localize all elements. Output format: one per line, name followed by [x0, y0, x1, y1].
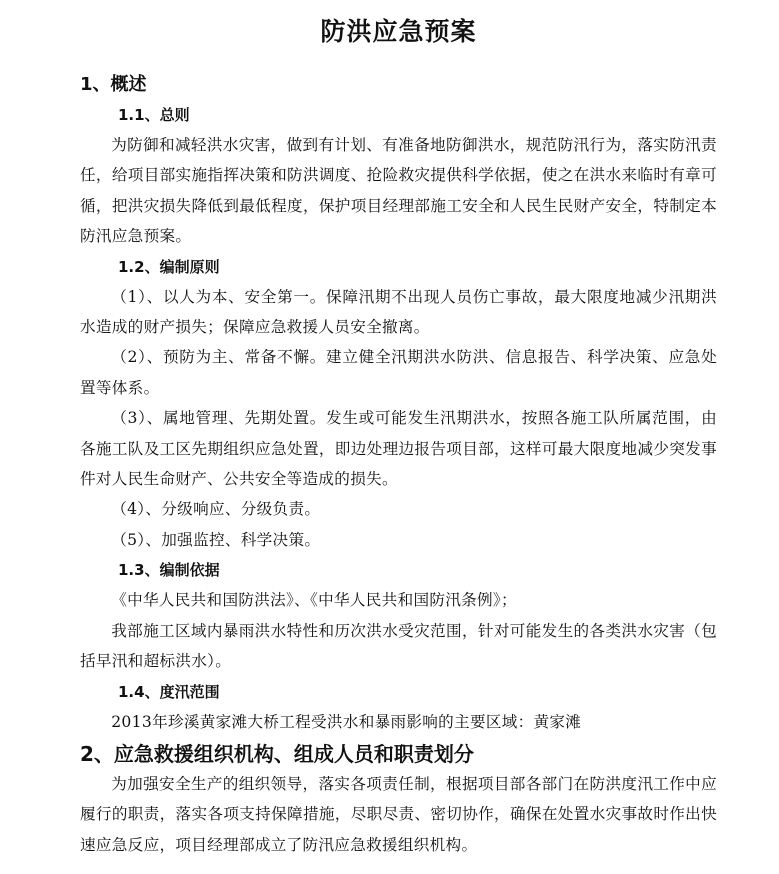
principle-item: （3）、属地管理、先期处置。发生或可能发生汛期洪水，按照各施工队所属范围，由各施工队及工区先期组织应急处置，即边处理边报告项目部，这样可最大限度地减少突发事件对人民生命财产、公共安全等造成的损失。 — [80, 409, 717, 489]
paragraph-basis-laws: 《中华人民共和国防洪法》、《中华人民共和国防汛条例》； — [111, 591, 517, 610]
principle-item: （4）、分级响应、分级负责。 — [111, 500, 321, 519]
principle-item: （5）、加强监控、科学决策。 — [111, 530, 321, 549]
paragraph-flood-range: 2013年珍溪黄家滩大桥工程受洪水和暴雨影响的主要区域：黄家滩 — [111, 712, 582, 731]
subsection-heading-basis: 1.3、编制依据 — [118, 561, 220, 580]
principle-item: （2）、预防为主、常备不懈。建立健全汛期洪水防洪、信息报告、科学决策、应急处置等体系。 — [80, 348, 717, 397]
subsection-heading-general: 1.1、总则 — [118, 106, 190, 124]
paragraph-basis-area: 我部施工区域内暴雨洪水特性和历次洪水受灾范围，针对可能发生的各类洪水灾害（包括早汛和超标洪水）。 — [80, 621, 717, 671]
paragraph-general: 为防御和减轻洪水灾害，做到有计划、有准备地防御洪水，规范防汛行为，落实防汛责任，给项目部实施指挥决策和防洪调度、抢险救灾提供科学依据，使之在洪水来临时有章可循，把洪灾损失降低到最低程度，保护项目经理部施工安全和人民生民财产安全，特制定本防汛应急预案。 — [80, 136, 717, 246]
principle-item: （1）、以人为本、安全第一。保障汛期不出现人员伤亡事故，最大限度地减少汛期洪水造成的财产损失；保障应急救援人员安全撤离。 — [80, 287, 717, 337]
document-title: 防洪应急预案 — [320, 17, 477, 46]
subsection-heading-principles: 1.2、编制原则 — [118, 257, 220, 276]
section-heading-overview: 1、概述 — [80, 74, 147, 95]
paragraph-organization: 为加强安全生产的组织领导，落实各项责任制，根据项目部各部门在防洪度汛工作中应履行的职责，落实各项支持保障措施，尽职尽责、密切协作，确保在处置水灾事故时作出快速应急反应，项目经理部成立了防汛应急救援组织机构。 — [80, 774, 717, 854]
subsection-heading-flood-range: 1.4、度汛范围 — [118, 682, 220, 701]
section-heading-organization: 2、应急救援组织机构、组成人员和职责划分 — [80, 741, 474, 766]
